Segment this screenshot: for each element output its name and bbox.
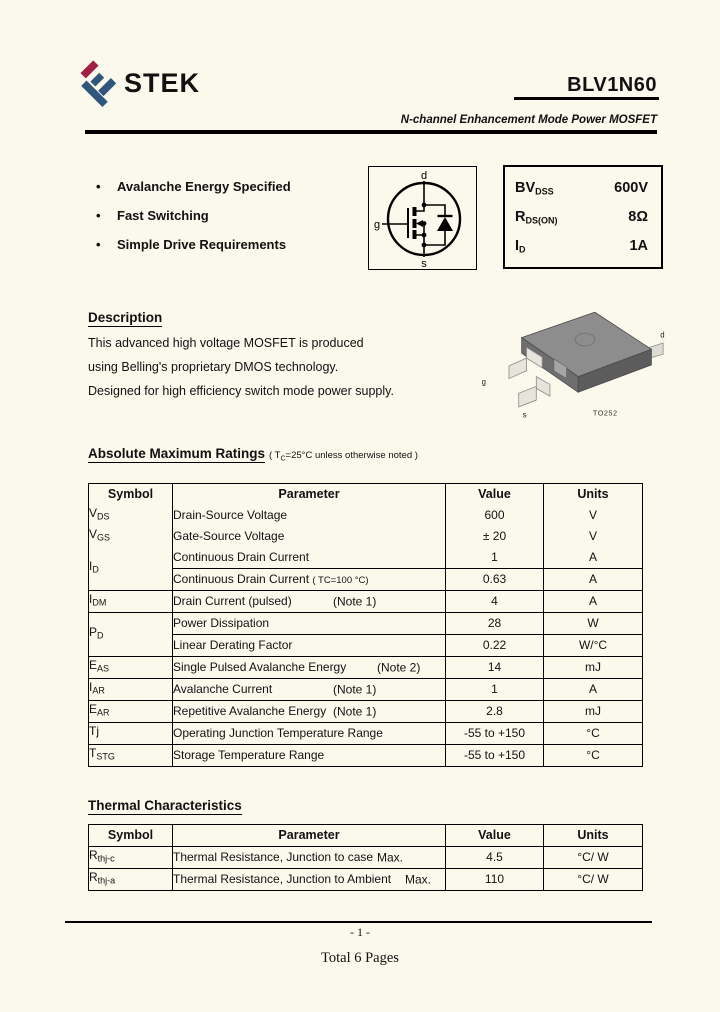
col-header: Symbol	[89, 825, 173, 847]
total-pages-label: Total 6 Pages	[321, 950, 399, 966]
package-drain-label: d	[660, 330, 665, 340]
header-rule	[85, 130, 657, 134]
abs-max-heading-row	[88, 445, 418, 463]
key-specs-box	[503, 165, 663, 269]
symbol-cell: Tj	[89, 723, 173, 745]
col-header: Value	[446, 825, 544, 847]
value-cell: 4.5	[446, 847, 544, 869]
value-cell: 28	[446, 613, 544, 635]
table-row	[89, 547, 643, 569]
symbol-cell: $T_{STG}$	[89, 745, 173, 767]
units-cell: A	[544, 679, 643, 701]
spec-value: 8Ω	[628, 208, 648, 225]
parameter-cell: Repetitive Avalanche Energy (Note 1)	[173, 701, 446, 723]
part-number-underline	[514, 97, 659, 100]
feature-item	[96, 201, 291, 230]
parameter-cell: Continuous Drain Current ( TC=100 °C)	[173, 569, 446, 591]
package-gate-label: g	[481, 377, 487, 387]
value-cell: 110	[446, 869, 544, 891]
symbol-cell: $P_D$	[89, 613, 173, 657]
abs-max-heading: Absolute Maximum Ratings	[88, 446, 266, 461]
parameter-cell: Gate-Source Voltage	[173, 526, 446, 547]
description-line: Designed for high efficiency switch mode power supply.	[88, 384, 394, 398]
features-list	[96, 172, 291, 259]
parameter-cell: Avalanche Current (Note 1)	[173, 679, 446, 701]
description-line: using Belling's proprietary DMOS technology.	[88, 360, 339, 374]
units-cell: mJ	[544, 657, 643, 679]
col-header: Parameter	[173, 484, 446, 506]
abs-max-condition: ( $T_C=25^\circ C$ unless otherwise noted )	[269, 450, 418, 463]
table-row	[89, 679, 643, 701]
parameter-cell: Thermal Resistance, Junction to Ambient Max.	[173, 869, 446, 891]
value-cell: -55 to +150	[446, 723, 544, 745]
symbol-cell: $I_{DM}$	[89, 591, 173, 613]
value-cell: 2.8	[446, 701, 544, 723]
spec-symbol: $R_{DS(ON)}$	[515, 208, 558, 226]
spec-row	[515, 238, 648, 255]
units-cell: A	[544, 569, 643, 591]
feature-label: Simple Drive Requirements	[117, 237, 287, 252]
units-cell: mJ	[544, 701, 643, 723]
spec-symbol: $BV_{DSS}$	[515, 179, 554, 197]
units-cell: V	[544, 505, 643, 526]
stek-logo-icon	[78, 58, 124, 108]
description-line: This advanced high voltage MOSFET is produced	[88, 336, 364, 350]
value-cell: 1	[446, 547, 544, 569]
units-cell: °C/ W	[544, 847, 643, 869]
package-source-label: s	[522, 410, 527, 420]
parameter-cell: Power Dissipation	[173, 613, 446, 635]
units-cell: A	[544, 591, 643, 613]
parameter-cell: Drain Current (pulsed) (Note 1)	[173, 591, 446, 613]
description-heading: Description	[88, 310, 163, 325]
spec-value: 600V	[614, 179, 648, 196]
symbol-cell: $V_{GS}$	[89, 526, 173, 547]
abs-max-table	[88, 483, 643, 767]
table-row	[89, 526, 643, 547]
value-cell: ± 20	[446, 526, 544, 547]
document-subtitle: N-channel Enhancement Mode Power MOSFET	[400, 114, 657, 126]
mosfet-symbol-box	[368, 166, 477, 270]
symbol-cell: $R_{thj-c}$	[89, 847, 173, 869]
page-number: - 1 -	[350, 925, 370, 939]
table-row	[89, 847, 643, 869]
table-row	[89, 569, 643, 591]
parameter-cell: Continuous Drain Current	[173, 547, 446, 569]
thermal-table	[88, 824, 643, 891]
spec-row	[515, 180, 648, 197]
parameter-cell: Single Pulsed Avalanche Energy (Note 2)	[173, 657, 446, 679]
value-cell: 1	[446, 679, 544, 701]
gate-label: g	[374, 219, 381, 231]
units-cell: A	[544, 547, 643, 569]
bullet-icon: •	[96, 237, 101, 252]
units-cell: V	[544, 526, 643, 547]
parameter-cell: Storage Temperature Range	[173, 745, 446, 767]
symbol-cell: $I_D$	[89, 547, 173, 591]
units-cell: W/°C	[544, 635, 643, 657]
parameter-cell: Operating Junction Temperature Range	[173, 723, 446, 745]
to252-package-figure	[468, 298, 668, 426]
symbol-cell: $I_{AR}$	[89, 679, 173, 701]
col-header: Units	[544, 825, 643, 847]
col-header: Value	[446, 484, 544, 506]
table-row	[89, 701, 643, 723]
units-cell: °C/ W	[544, 869, 643, 891]
brand-text: STEK	[124, 68, 201, 98]
description-paragraph	[88, 331, 394, 403]
part-number-title: BLV1N60	[567, 74, 657, 96]
value-cell: 0.22	[446, 635, 544, 657]
mosfet-symbol-icon	[369, 167, 476, 269]
symbol-cell: $V_{DS}$	[89, 505, 173, 526]
units-cell: °C	[544, 723, 643, 745]
bullet-icon: •	[96, 179, 101, 194]
footer-rule	[65, 921, 652, 923]
spec-symbol: $I_D$	[515, 237, 526, 255]
value-cell: 0.63	[446, 569, 544, 591]
table-row	[89, 635, 643, 657]
table-row	[89, 657, 643, 679]
parameter-cell: Linear Derating Factor	[173, 635, 446, 657]
table-row	[89, 745, 643, 767]
col-header: Symbol	[89, 484, 173, 506]
parameter-cell: Thermal Resistance, Junction to case Max.	[173, 847, 446, 869]
value-cell: 4	[446, 591, 544, 613]
value-cell: 600	[446, 505, 544, 526]
table-row	[89, 723, 643, 745]
symbol-cell: $E_{AR}$	[89, 701, 173, 723]
bullet-icon: •	[96, 208, 101, 223]
symbol-cell: $R_{thj-a}$	[89, 869, 173, 891]
parameter-cell: Drain-Source Voltage	[173, 505, 446, 526]
feature-item	[96, 172, 291, 201]
col-header: Parameter	[173, 825, 446, 847]
feature-item	[96, 230, 291, 259]
thermal-heading: Thermal Characteristics	[88, 798, 242, 813]
units-cell: °C	[544, 745, 643, 767]
spec-value: 1A	[629, 237, 648, 254]
source-label: s	[421, 258, 427, 269]
table-header-row	[89, 825, 643, 847]
value-cell: -55 to +150	[446, 745, 544, 767]
table-row	[89, 591, 643, 613]
value-cell: 14	[446, 657, 544, 679]
col-header: Units	[544, 484, 643, 506]
feature-label: Avalanche Energy Specified	[117, 179, 291, 194]
table-row	[89, 613, 643, 635]
table-row	[89, 505, 643, 526]
drain-label: d	[420, 170, 428, 182]
spec-row	[515, 209, 648, 226]
units-cell: W	[544, 613, 643, 635]
table-row	[89, 869, 643, 891]
package-name-label: TO252	[592, 408, 618, 418]
symbol-cell: $E_{AS}$	[89, 657, 173, 679]
table-header-row	[89, 484, 643, 506]
feature-label: Fast Switching	[117, 208, 209, 223]
